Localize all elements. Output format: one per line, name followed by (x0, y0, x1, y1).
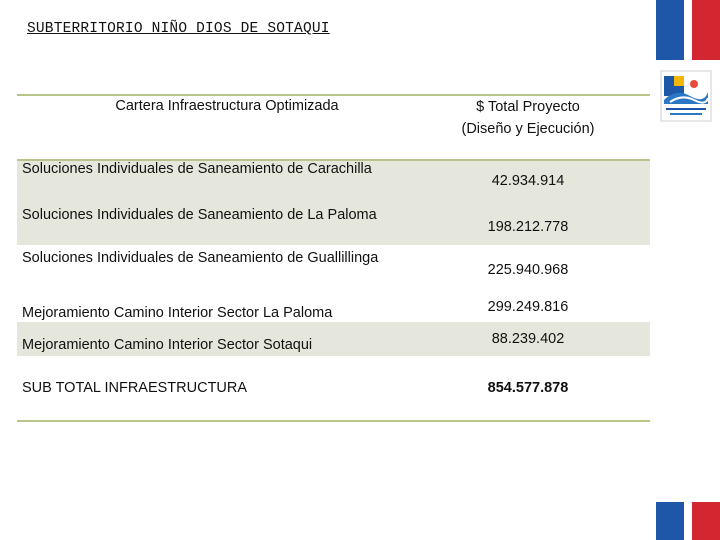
table-row-project: Soluciones Individuales de Saneamiento de La Paloma (22, 207, 377, 223)
column-header-total (430, 96, 626, 140)
government-logo-icon (660, 70, 712, 122)
table-row-project: Mejoramiento Camino Interior Sector Sotaqui (22, 337, 313, 353)
table-row-project: Soluciones Individuales de Saneamiento de Guallillinga (22, 250, 379, 266)
flag-stripe-bottom (656, 502, 720, 540)
table-row-amount: 225.940.968 (487, 262, 569, 278)
flag-white-band (684, 502, 692, 540)
table-row-project: Soluciones Individuales de Saneamiento de Carachilla (22, 161, 372, 177)
page-title: SUBTERRITORIO NIÑO DIOS DE SOTAQUI (27, 21, 330, 37)
flag-blue-band (656, 502, 684, 540)
table-row-project: Mejoramiento Camino Interior Sector La Paloma (22, 305, 333, 321)
column-header-total-line2: (Diseño y Ejecución) (461, 121, 595, 137)
subtotal-label: SUB TOTAL INFRAESTRUCTURA (22, 380, 248, 396)
flag-stripe-top (656, 0, 720, 60)
column-header-total-line1: $ Total Proyecto (476, 99, 580, 115)
flag-blue-band (656, 0, 684, 60)
column-header-portfolio: Cartera Infraestructura Optimizada (115, 98, 339, 114)
table-bottom-rule (17, 420, 650, 422)
table-row-amount: 88.239.402 (491, 331, 565, 347)
table-row-amount: 198.212.778 (487, 219, 569, 235)
subtotal-amount: 854.577.878 (487, 380, 569, 396)
flag-red-band (692, 502, 720, 540)
flag-white-band (684, 0, 692, 60)
table-row-amount: 42.934.914 (491, 173, 565, 189)
flag-red-band (692, 0, 720, 60)
table-row-amount: 299.249.816 (487, 299, 569, 315)
